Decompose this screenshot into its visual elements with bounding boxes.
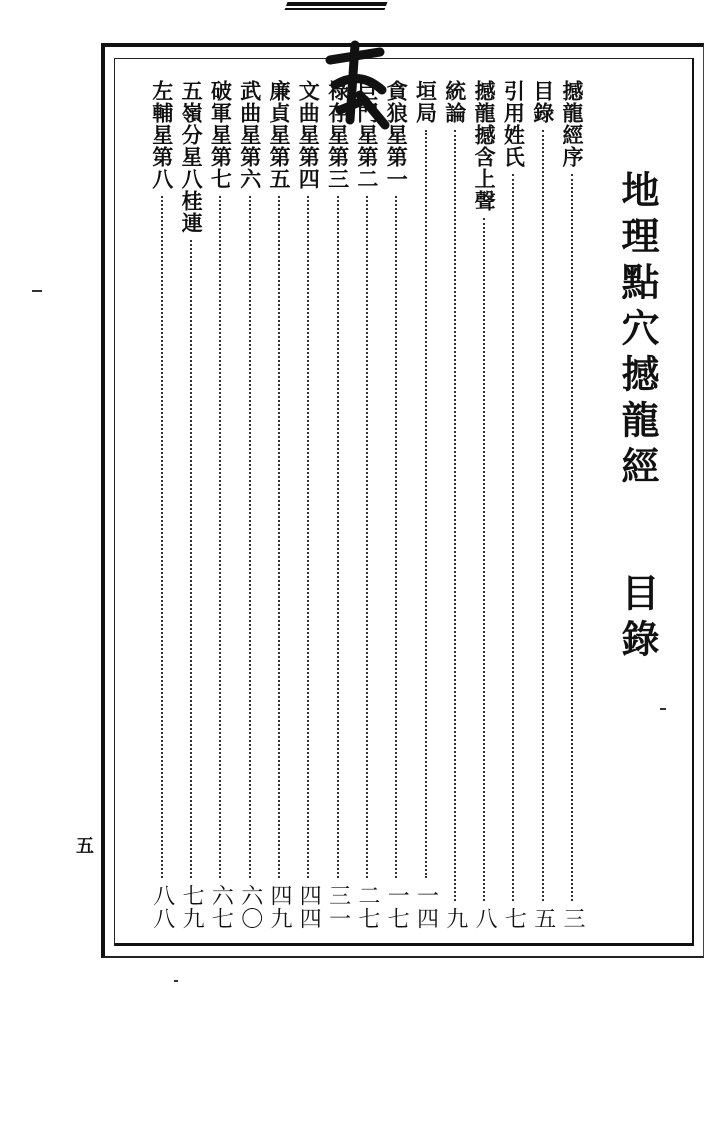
toc-leader-dots (219, 196, 221, 878)
toc-entry-page: 六〇 (237, 884, 263, 930)
top-brush-stroke (285, 2, 388, 10)
toc-leader-dots (425, 130, 427, 878)
toc-entry (353, 80, 381, 930)
toc-leader-dots (190, 240, 192, 878)
toc-entry-label: 五嶺分星八桂連 (179, 80, 205, 234)
toc-entry-label: 目錄 (530, 80, 556, 124)
toc-entry-page: 四九 (267, 884, 292, 930)
toc-entry-label: 廉貞星第五 (267, 80, 292, 190)
toc-entry (177, 80, 205, 930)
scan-speck (32, 290, 42, 292)
toc-entry-page: 八八 (149, 884, 175, 930)
toc-entry (206, 80, 234, 930)
toc-leader-dots (483, 218, 485, 901)
ink-mark (320, 40, 390, 130)
toc-entry-label: 貪狼星第一 (384, 80, 410, 190)
title-text: 地理點穴撼龍經 (615, 170, 660, 492)
toc-entry-page: 三 (560, 907, 585, 930)
toc-entry (441, 80, 469, 930)
toc-leader-dots (454, 130, 456, 901)
toc-entry-label: 垣局 (413, 80, 439, 124)
toc-entry (148, 80, 176, 930)
book-title (612, 170, 662, 665)
scan-speck (174, 980, 178, 982)
toc-leader-dots (395, 196, 397, 878)
toc-entry-page: 五 (530, 907, 556, 930)
toc-entry-label: 撼龍經序 (560, 80, 585, 168)
toc-entry-label: 撼龍撼含上聲 (472, 80, 498, 212)
section-title: 目錄 (615, 573, 660, 666)
toc-leader-dots (571, 174, 573, 901)
toc-entry-page: 一七 (384, 884, 410, 930)
toc-entry-page: 七九 (179, 884, 205, 930)
toc-entry (294, 80, 322, 930)
toc-entry-page: 一四 (413, 884, 439, 930)
toc-entry-page: 八 (472, 907, 498, 930)
toc-entry-label: 文曲星第四 (296, 80, 322, 190)
toc-entry (412, 80, 440, 930)
toc-leader-dots (512, 174, 514, 901)
toc-leader-dots (542, 130, 544, 901)
toc-entry-label: 武曲星第六 (237, 80, 263, 190)
toc-entry (382, 80, 410, 930)
toc-leader-dots (307, 196, 309, 878)
toc-entry-page: 九 (442, 907, 468, 930)
toc-entry (470, 80, 498, 930)
toc-entry-page: 二七 (354, 884, 380, 930)
toc-entry-label: 破軍星第七 (208, 80, 234, 190)
toc-entry (529, 80, 557, 930)
toc-entry (236, 80, 264, 930)
toc-entry-page: 六七 (208, 884, 234, 930)
toc-entry (558, 80, 586, 930)
page-number: 五 (76, 836, 94, 857)
toc-entry-page: 三一 (325, 884, 351, 930)
toc-leader-dots (278, 196, 280, 878)
toc-entry-label: 引用姓氏 (501, 80, 527, 168)
toc-leader-dots (337, 196, 339, 878)
toc-leader-dots (161, 196, 163, 878)
toc-entry (499, 80, 527, 930)
toc-entry-label: 祿存星第三 (325, 80, 351, 190)
scan-speck (660, 708, 666, 710)
toc-entry-label: 統論 (442, 80, 468, 124)
toc-entry-label: 巨門星第二 (354, 80, 380, 190)
toc-entry-page: 四四 (296, 884, 322, 930)
toc-entry (324, 80, 352, 930)
toc-entry (265, 80, 293, 930)
toc-leader-dots (249, 196, 251, 878)
toc-leader-dots (366, 196, 368, 878)
toc-entry-page: 七 (501, 907, 527, 930)
toc-entry-label: 左輔星第八 (149, 80, 175, 190)
